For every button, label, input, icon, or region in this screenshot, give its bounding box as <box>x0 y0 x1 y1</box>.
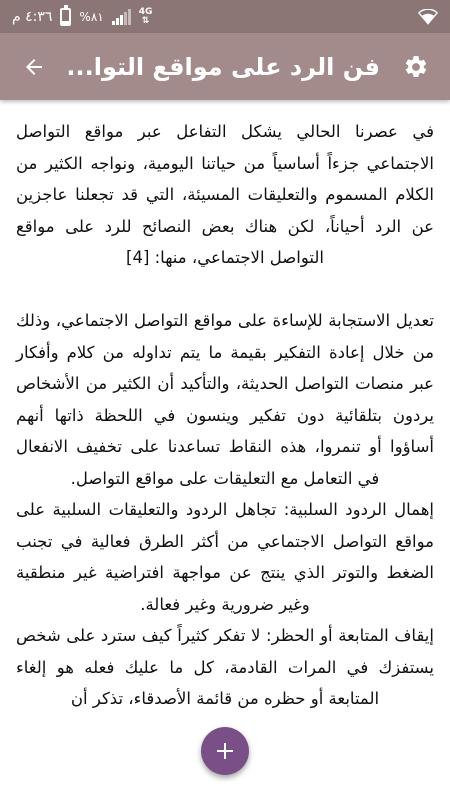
battery-icon <box>60 8 71 26</box>
network-type: 4G ⇅ <box>138 6 153 26</box>
add-fab-button[interactable] <box>201 727 249 775</box>
settings-button[interactable] <box>394 45 438 89</box>
network-label: 4G <box>138 6 153 17</box>
arrow-back-icon <box>22 55 46 79</box>
status-bar <box>0 0 450 33</box>
article-paragraph: في عصرنا الحالي يشكل التفاعل عبر مواقع التواصل الاجتماعي جزءاً أساسياً من حياتنا اليومية، ونواجه الكثير من الكلام المسموم والتعليقات المسيئة، التي قد تجعلنا عاجزين عن الرد أحياناً، لكن هناك بعض النصائح للرد على مواقع التواصل الاجتماعي، منها: [4] <box>16 122 434 267</box>
gear-icon <box>403 54 429 80</box>
article-paragraph: إهمال الردود السلبية: تجاهل الردود والتعليقات السلبية على مواقع التواصل الاجتماعي من أكثر الطرق فعالية في تجنب الضغط والتوتر الذي ينتج عن مواجهة افتراضية غير منطقية وغير ضرورية وغير فعالة. <box>16 500 434 614</box>
signal-icon <box>112 9 131 25</box>
plus-icon <box>213 739 237 763</box>
paragraph-spacer <box>16 274 434 306</box>
status-time: ٤:٣٦ م <box>12 8 53 25</box>
article-content[interactable] <box>0 100 450 800</box>
app-bar <box>0 33 450 100</box>
article-paragraph: إيقاف المتابعة أو الحظر: لا تفكر كثيراً كيف سترد على شخص يستفزك في المرات القادمة، كل ما عليك فعله هو إلغاء المتابعة أو حظره من قائمة الأصدقاء، تذكر أن <box>16 626 434 708</box>
article-paragraph: تعديل الاستجابة للإساءة على مواقع التواصل الاجتماعي، وذلك من خلال إعادة التفكير بقيمة ما يتم تداوله من كلام وأفكار عبر منصات التواصل الحديثة، والتأكيد أن الكثير من الأشخاص يردون بتلقائية دون تفكير وينسون في اللحظة ذاتها أنهم أساؤوا أو تنمروا، هذه النقاط تساعدنا على تخفيف الانفعال في التعامل مع التعليقات على مواقع التواصل. <box>16 311 434 488</box>
battery-percent: %٨١ <box>79 9 104 24</box>
wifi-icon <box>418 9 438 25</box>
back-button[interactable] <box>12 45 56 89</box>
status-left-group <box>12 8 152 26</box>
page-title: فن الرد على مواقع التوا... <box>66 52 380 81</box>
